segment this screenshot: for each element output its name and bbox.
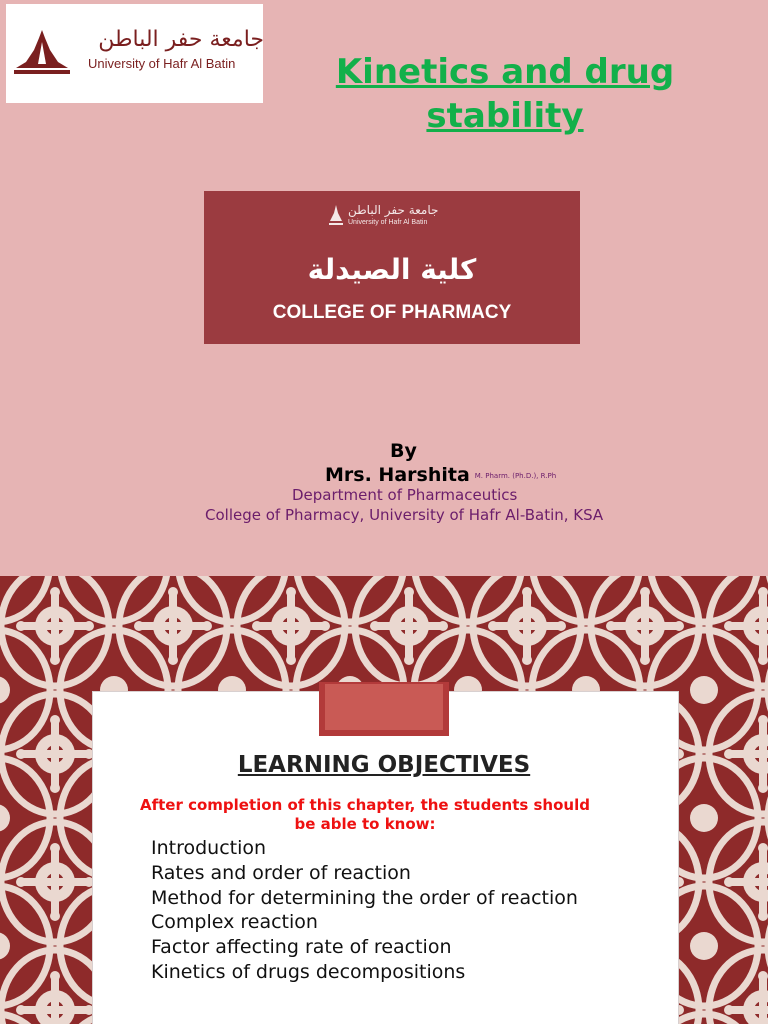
college-sign-image — [204, 191, 580, 344]
list-item: Introduction — [151, 837, 267, 859]
author-name: Mrs. Harshita — [325, 464, 470, 486]
objectives-heading: LEARNING OBJECTIVES — [237, 752, 531, 778]
sign-arabic-small: جامعة حفر الباطن — [348, 203, 439, 217]
objectives-slide — [0, 576, 768, 1024]
panel-tab-inner — [325, 684, 443, 730]
list-item: Complex reaction — [151, 911, 318, 934]
list-item: Factor affecting rate of reaction — [151, 936, 452, 959]
sign-english-small: University of Hafr Al Batin — [348, 219, 428, 226]
college-text: College of Pharmacy, University of Hafr Al-Batin, KSA — [205, 506, 604, 524]
sign-english-college: COLLEGE OF PHARMACY — [272, 302, 512, 323]
sign-arabic-college: كلية الصيدلة — [307, 253, 477, 286]
list-item: Kinetics of drugs decompositions — [151, 960, 466, 983]
objectives-intro: After completion of this chapter, the students should be able to know: — [140, 796, 590, 833]
logo-english-text: University of Hafr Al Batin — [88, 56, 236, 71]
list-item: Rates and order of reaction — [151, 861, 411, 884]
list-item: Method for determining the order of reaction — [151, 886, 578, 909]
by-label: By — [390, 440, 417, 462]
department-text: Department of Pharmaceutics — [292, 486, 518, 504]
sign-emblem-icon — [328, 205, 344, 227]
university-logo — [6, 4, 263, 103]
presentation-title: Kinetics and drug stability — [335, 52, 675, 136]
author-credentials: M. Pharm. (Ph.D.), R.Ph — [474, 471, 557, 480]
objectives-list — [151, 836, 578, 985]
logo-arabic-text: جامعة حفر الباطن — [98, 27, 264, 52]
university-emblem-icon — [12, 28, 72, 78]
author-line — [325, 464, 556, 486]
